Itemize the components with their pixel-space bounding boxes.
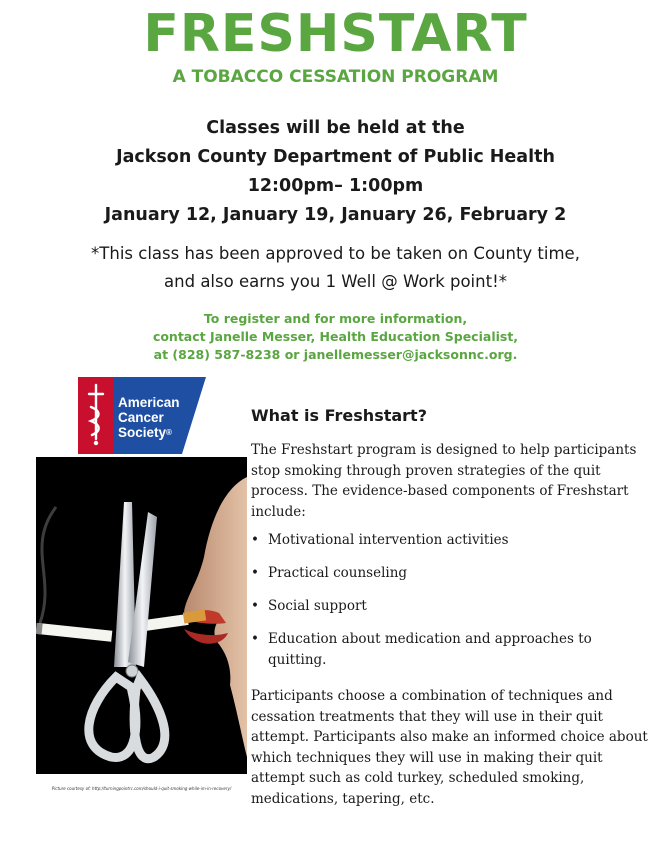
class-location: Jackson County Department of Public Health: [116, 147, 555, 167]
outro-paragraph: Participants choose a combination of techniques and cessation treatments that they will use in their quit attempt. Participants also make an informed choice about which techniques they will use in making their quit attempt such as cold turkey, scheduled smoking, medications, tapering, etc.: [251, 688, 648, 807]
bullet-icon: •: [251, 631, 259, 647]
page-title: FRESHSTART: [143, 4, 528, 64]
register-line-1: To register and for more information,: [203, 311, 468, 326]
photo-scissors-cutting-cigarette: [36, 457, 247, 774]
list-item-text: Practical counseling: [268, 565, 408, 581]
approval-line-2: and also earns you 1 Well @ Work point!*: [164, 272, 507, 291]
acs-logo-line-3: Society: [118, 425, 167, 440]
list-item-text: Motivational intervention activities: [268, 532, 509, 548]
bullet-icon: •: [251, 532, 259, 548]
list-item-text: Social support: [268, 598, 367, 614]
register-line-3: at (828) 587-8238 or janellemesser@jacksonnc.org.: [153, 347, 518, 362]
registration-info: [0, 310, 671, 364]
american-cancer-society-logo: [78, 377, 206, 454]
class-time: 12:00pm– 1:00pm: [247, 176, 424, 196]
list-item: [251, 563, 651, 584]
class-location-intro: Classes will be held at the: [206, 118, 465, 138]
list-item: [251, 530, 651, 551]
list-item: [251, 596, 651, 617]
acs-logo-line-2: Cancer: [118, 410, 164, 425]
acs-logo-line-1: American: [118, 395, 180, 410]
registered-mark: ®: [166, 428, 172, 437]
approval-line-1: *This class has been approved to be taken on County time,: [91, 244, 580, 263]
intro-paragraph: The Freshstart program is designed to help participants stop smoking through proven strategies of the quit process. The evidence-based components of Freshstart include:: [251, 442, 637, 520]
components-list: [251, 530, 651, 683]
bullet-icon: •: [251, 598, 259, 614]
photo-caption: Picture courtesy of: http://turningpointrc.com/should-i-quit-smoking-while-im-in-recovery/: [51, 786, 232, 791]
page-subtitle: A TOBACCO CESSATION PROGRAM: [172, 67, 499, 87]
approval-note: [0, 240, 671, 296]
list-item: [251, 629, 651, 670]
class-dates: January 12, January 19, January 26, February 2: [104, 205, 567, 225]
register-line-2: contact Janelle Messer, Health Education Specialist,: [152, 329, 519, 344]
class-details: [0, 114, 671, 230]
cigarette-scissors-illustration: [36, 457, 247, 774]
bullet-icon: •: [251, 565, 259, 581]
list-item-text: Education about medication and approaches to quitting.: [268, 631, 592, 668]
section-heading: What is Freshstart?: [251, 406, 427, 425]
